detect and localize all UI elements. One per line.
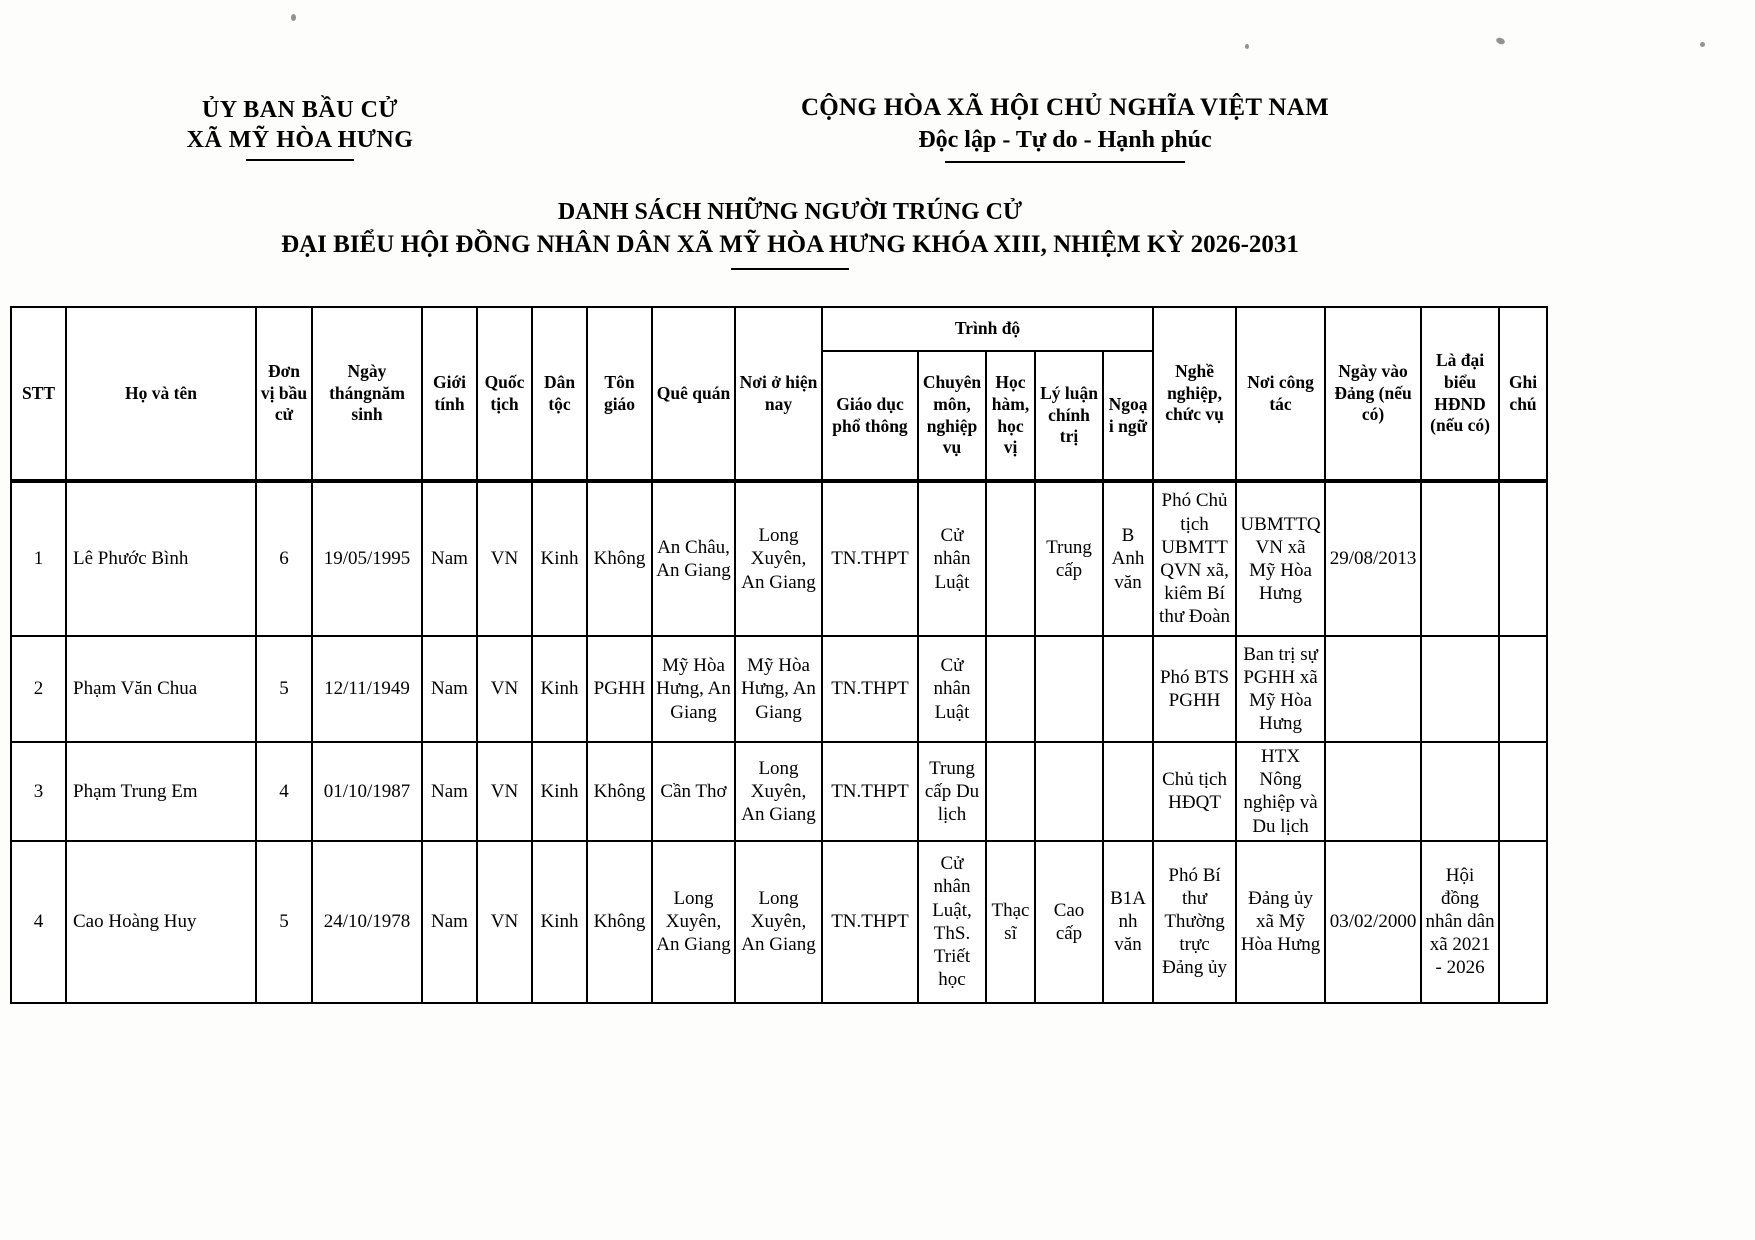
issuing-authority-block bbox=[115, 95, 485, 161]
cell-que-quan: An Châu, An Giang bbox=[652, 481, 735, 636]
cell-que-quan: Cần Thơ bbox=[652, 742, 735, 841]
cell-noi-cong-tac: Đảng ủy xã Mỹ Hòa Hưng bbox=[1236, 841, 1325, 1003]
cell-hoc-ham-hoc-vi bbox=[986, 481, 1035, 636]
cell-dan-toc: Kinh bbox=[532, 636, 587, 742]
col-header-trinh-do-group: Trình độ bbox=[822, 307, 1153, 351]
cell-noi-cong-tac: Ban trị sự PGHH xã Mỹ Hòa Hưng bbox=[1236, 636, 1325, 742]
cell-noi-o-hien-nay: Long Xuyên, An Giang bbox=[735, 481, 822, 636]
cell-ho-va-ten: Lê Phước Bình bbox=[66, 481, 256, 636]
col-header-ly-luan-chinh-tri: Lý luận chính trị bbox=[1035, 351, 1103, 481]
cell-stt: 4 bbox=[11, 841, 66, 1003]
letterhead-right-underline bbox=[945, 161, 1185, 163]
cell-hoc-ham-hoc-vi bbox=[986, 742, 1035, 841]
table-header bbox=[11, 307, 1547, 481]
elected-candidates-table bbox=[10, 306, 1548, 1004]
cell-hoc-ham-hoc-vi bbox=[986, 636, 1035, 742]
cell-la-dai-bieu-hdnd: Hội đồng nhân dân xã 2021 - 2026 bbox=[1421, 841, 1499, 1003]
col-header-noi-o-hien-nay: Nơi ở hiện nay bbox=[735, 307, 822, 481]
col-header-ghi-chu: Ghi chú bbox=[1499, 307, 1547, 481]
col-header-don-vi-bau-cu: Đơn vị bầu cử bbox=[256, 307, 312, 481]
scan-speck bbox=[291, 14, 296, 21]
cell-ngay-sinh: 24/10/1978 bbox=[312, 841, 422, 1003]
cell-la-dai-bieu-hdnd bbox=[1421, 481, 1499, 636]
cell-dan-toc: Kinh bbox=[532, 742, 587, 841]
cell-ly-luan-chinh-tri bbox=[1035, 636, 1103, 742]
cell-ghi-chu bbox=[1499, 636, 1547, 742]
cell-ghi-chu bbox=[1499, 841, 1547, 1003]
cell-ngay-sinh: 01/10/1987 bbox=[312, 742, 422, 841]
letterhead-left-underline bbox=[246, 159, 354, 161]
national-motto: Độc lập - Tự do - Hạnh phúc bbox=[918, 126, 1212, 153]
issuing-authority-line2: XÃ MỸ HÒA HƯNG bbox=[186, 127, 414, 153]
cell-chuyen-mon: Cử nhân Luật bbox=[918, 481, 986, 636]
cell-ton-giao: Không bbox=[587, 742, 652, 841]
cell-ngay-vao-dang: 29/08/2013 bbox=[1325, 481, 1421, 636]
table-header-group-row bbox=[11, 307, 1547, 351]
cell-ngay-sinh: 12/11/1949 bbox=[312, 636, 422, 742]
cell-ton-giao: PGHH bbox=[587, 636, 652, 742]
cell-ngay-vao-dang: 03/02/2000 bbox=[1325, 841, 1421, 1003]
cell-ngay-vao-dang bbox=[1325, 636, 1421, 742]
table-row bbox=[11, 481, 1547, 636]
col-header-quoc-tich: Quốc tịch bbox=[477, 307, 532, 481]
col-header-ngoai-ngu: Ngoại ngữ bbox=[1103, 351, 1153, 481]
scan-speck bbox=[1700, 42, 1705, 47]
cell-noi-o-hien-nay: Long Xuyên, An Giang bbox=[735, 742, 822, 841]
col-header-la-dai-bieu-hdnd: Là đại biểu HĐND (nếu có) bbox=[1421, 307, 1499, 481]
cell-don-vi-bau-cu: 4 bbox=[256, 742, 312, 841]
cell-la-dai-bieu-hdnd bbox=[1421, 636, 1499, 742]
col-header-giao-duc-pho-thong: Giáo dục phổ thông bbox=[822, 351, 918, 481]
cell-don-vi-bau-cu: 5 bbox=[256, 841, 312, 1003]
cell-stt: 1 bbox=[11, 481, 66, 636]
cell-ho-va-ten: Phạm Trung Em bbox=[66, 742, 256, 841]
cell-giao-duc-pho-thong: TN.THPT bbox=[822, 636, 918, 742]
col-header-ngay-sinh: Ngày thángnăm sinh bbox=[312, 307, 422, 481]
cell-giao-duc-pho-thong: TN.THPT bbox=[822, 742, 918, 841]
cell-que-quan: Long Xuyên, An Giang bbox=[652, 841, 735, 1003]
cell-nghe-nghiep: Chủ tịch HĐQT bbox=[1153, 742, 1236, 841]
cell-ngoai-ngu bbox=[1103, 636, 1153, 742]
cell-hoc-ham-hoc-vi: Thạc sĩ bbox=[986, 841, 1035, 1003]
cell-quoc-tich: VN bbox=[477, 636, 532, 742]
cell-noi-o-hien-nay: Long Xuyên, An Giang bbox=[735, 841, 822, 1003]
table-row bbox=[11, 636, 1547, 742]
cell-quoc-tich: VN bbox=[477, 481, 532, 636]
col-header-gioi-tinh: Giới tính bbox=[422, 307, 477, 481]
cell-noi-cong-tac: HTX Nông nghiệp và Du lịch bbox=[1236, 742, 1325, 841]
cell-ghi-chu bbox=[1499, 742, 1547, 841]
cell-giao-duc-pho-thong: TN.THPT bbox=[822, 841, 918, 1003]
cell-don-vi-bau-cu: 6 bbox=[256, 481, 312, 636]
cell-ngoai-ngu: B1Anh văn bbox=[1103, 841, 1153, 1003]
cell-quoc-tich: VN bbox=[477, 841, 532, 1003]
national-title: CỘNG HÒA XÃ HỘI CHỦ NGHĨA VIỆT NAM bbox=[800, 94, 1330, 121]
col-header-hoc-ham-hoc-vi: Học hàm, học vị bbox=[986, 351, 1035, 481]
cell-nghe-nghiep: Phó BTS PGHH bbox=[1153, 636, 1236, 742]
cell-ton-giao: Không bbox=[587, 481, 652, 636]
col-header-stt: STT bbox=[11, 307, 66, 481]
cell-gioi-tinh: Nam bbox=[422, 481, 477, 636]
cell-ly-luan-chinh-tri: Cao cấp bbox=[1035, 841, 1103, 1003]
national-motto-block bbox=[715, 92, 1415, 163]
cell-noi-cong-tac: UBMTTQ VN xã Mỹ Hòa Hưng bbox=[1236, 481, 1325, 636]
cell-ngay-sinh: 19/05/1995 bbox=[312, 481, 422, 636]
cell-chuyen-mon: Cử nhân Luật, ThS. Triết học bbox=[918, 841, 986, 1003]
cell-dan-toc: Kinh bbox=[532, 841, 587, 1003]
col-header-chuyen-mon: Chuyên môn, nghiệp vụ bbox=[918, 351, 986, 481]
col-header-nghe-nghiep: Nghề nghiệp, chức vụ bbox=[1153, 307, 1236, 481]
cell-stt: 2 bbox=[11, 636, 66, 742]
col-header-que-quan: Quê quán bbox=[652, 307, 735, 481]
col-header-noi-cong-tac: Nơi công tác bbox=[1236, 307, 1325, 481]
cell-ho-va-ten: Phạm Văn Chua bbox=[66, 636, 256, 742]
document-title-line1: DANH SÁCH NHỮNG NGƯỜI TRÚNG CỬ bbox=[557, 199, 1023, 225]
col-header-ho-va-ten: Họ và tên bbox=[66, 307, 256, 481]
cell-noi-o-hien-nay: Mỹ Hòa Hưng, An Giang bbox=[735, 636, 822, 742]
col-header-dan-toc: Dân tộc bbox=[532, 307, 587, 481]
cell-nghe-nghiep: Phó Bí thư Thường trực Đảng ủy bbox=[1153, 841, 1236, 1003]
cell-ghi-chu bbox=[1499, 481, 1547, 636]
cell-dan-toc: Kinh bbox=[532, 481, 587, 636]
table-row bbox=[11, 841, 1547, 1003]
cell-ho-va-ten: Cao Hoàng Huy bbox=[66, 841, 256, 1003]
cell-ton-giao: Không bbox=[587, 841, 652, 1003]
cell-gioi-tinh: Nam bbox=[422, 841, 477, 1003]
scan-speck bbox=[1245, 44, 1249, 49]
table-body bbox=[11, 481, 1547, 1003]
title-underline bbox=[731, 268, 849, 270]
document-title-line2: ĐẠI BIỂU HỘI ĐỒNG NHÂN DÂN XÃ MỸ HÒA HƯNG KHÓA XIII, NHIỆM KỲ 2026-2031 bbox=[281, 231, 1299, 259]
cell-ngoai-ngu bbox=[1103, 742, 1153, 841]
scan-speck bbox=[1495, 37, 1506, 46]
cell-ly-luan-chinh-tri: Trung cấp bbox=[1035, 481, 1103, 636]
cell-stt: 3 bbox=[11, 742, 66, 841]
cell-ly-luan-chinh-tri bbox=[1035, 742, 1103, 841]
cell-quoc-tich: VN bbox=[477, 742, 532, 841]
table-row bbox=[11, 742, 1547, 841]
cell-gioi-tinh: Nam bbox=[422, 636, 477, 742]
cell-giao-duc-pho-thong: TN.THPT bbox=[822, 481, 918, 636]
cell-ngay-vao-dang bbox=[1325, 742, 1421, 841]
cell-ngoai-ngu: B Anh văn bbox=[1103, 481, 1153, 636]
cell-nghe-nghiep: Phó Chủ tịch UBMTT QVN xã, kiêm Bí thư Đoàn bbox=[1153, 481, 1236, 636]
issuing-authority-line1: ỦY BAN BẦU CỬ bbox=[201, 97, 399, 123]
col-header-ngay-vao-dang: Ngày vào Đảng (nếu có) bbox=[1325, 307, 1421, 481]
cell-don-vi-bau-cu: 5 bbox=[256, 636, 312, 742]
cell-chuyen-mon: Trung cấp Du lịch bbox=[918, 742, 986, 841]
col-header-ton-giao: Tôn giáo bbox=[587, 307, 652, 481]
cell-chuyen-mon: Cử nhân Luật bbox=[918, 636, 986, 742]
cell-que-quan: Mỹ Hòa Hưng, An Giang bbox=[652, 636, 735, 742]
document-title bbox=[40, 196, 1540, 270]
cell-gioi-tinh: Nam bbox=[422, 742, 477, 841]
cell-la-dai-bieu-hdnd bbox=[1421, 742, 1499, 841]
